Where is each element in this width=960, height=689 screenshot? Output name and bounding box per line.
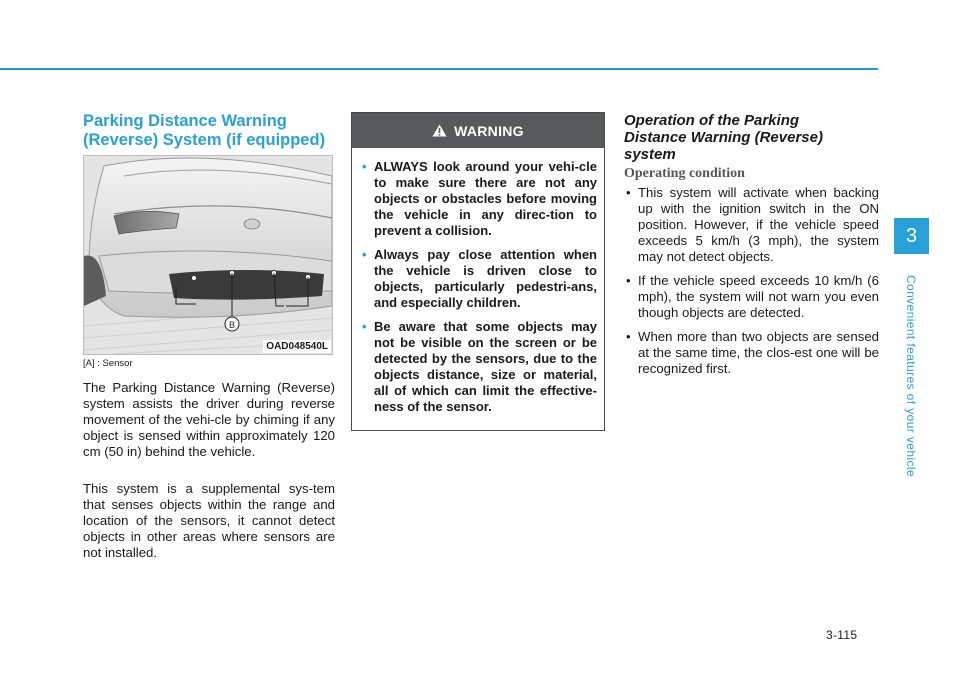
chapter-tab: 3 [894, 218, 929, 254]
warning-triangle-icon [432, 124, 447, 137]
operation-list [624, 185, 879, 385]
warning-heading: WARNING [454, 122, 524, 139]
section-title-line2: (Reverse) System (if equipped) [83, 131, 326, 149]
figure-caption: [A] : Sensor [83, 358, 133, 369]
section-title-line1: Parking Distance Warning [83, 112, 287, 130]
operation-item: • If the vehicle speed exceeds 10 km/h (6 mph), the system will not warn you even though objects are detected. [626, 273, 879, 320]
bullet-icon: • [362, 247, 367, 262]
bullet-icon: • [626, 329, 631, 344]
page-number: 3-115 [826, 628, 858, 642]
header-rule [0, 68, 878, 70]
operation-item: • When more than two objects are sensed at the same time, the clos-est one will be recognized first. [626, 329, 879, 376]
warning-item: • Be aware that some objects may not be visible on the screen or be detected by the sensors, due to the objects distance, size or material, all of which can limit the effective-ness of the sensor. [362, 319, 597, 414]
body-paragraph-1: The Parking Distance Warning (Reverse) system assists the driver during reverse movement of the vehi-cle by chiming if any object is sensed within approximately 120 cm (50 in) behind the vehicle. [83, 380, 335, 459]
figure-code: OAD048540L [263, 340, 331, 353]
section-title [83, 112, 335, 150]
sensor-illustration [83, 155, 333, 355]
warning-list [352, 148, 604, 415]
operation-subtitle: Operating condition [624, 166, 745, 181]
warning-box [351, 112, 605, 431]
warning-item: • Always pay close attention when the vehicle is driven close to objects, particularly pedestri-ans, and especially children. [362, 247, 597, 310]
body-paragraph-2: This system is a supplemental sys-tem that senses objects within the range and location of the sensors, it cannot detect objects in other areas where sensors are not installed. [83, 481, 335, 560]
bullet-icon: • [626, 185, 631, 200]
car-rear-drawing [84, 156, 332, 354]
warning-item: • ALWAYS look around your vehi-cle to make sure there are not any objects or obstacles before moving the vehicle in any direc-tion to prevent a collision. [362, 159, 597, 238]
warning-header [352, 113, 604, 148]
figure-label-b: B [228, 320, 236, 330]
bullet-icon: • [626, 273, 631, 288]
bullet-icon: • [362, 319, 367, 334]
operation-title: Operation of the Parking Distance Warning (Reverse) system [624, 112, 823, 163]
bullet-icon: • [362, 159, 367, 174]
chapter-title: Convenient features of your vehicle [904, 274, 918, 478]
operation-item: • This system will activate when backing up with the ignition switch in the ON position. However, if the vehicle speed exceeds 5 km/h (3 mph), the system may not detect objects. [626, 185, 879, 264]
